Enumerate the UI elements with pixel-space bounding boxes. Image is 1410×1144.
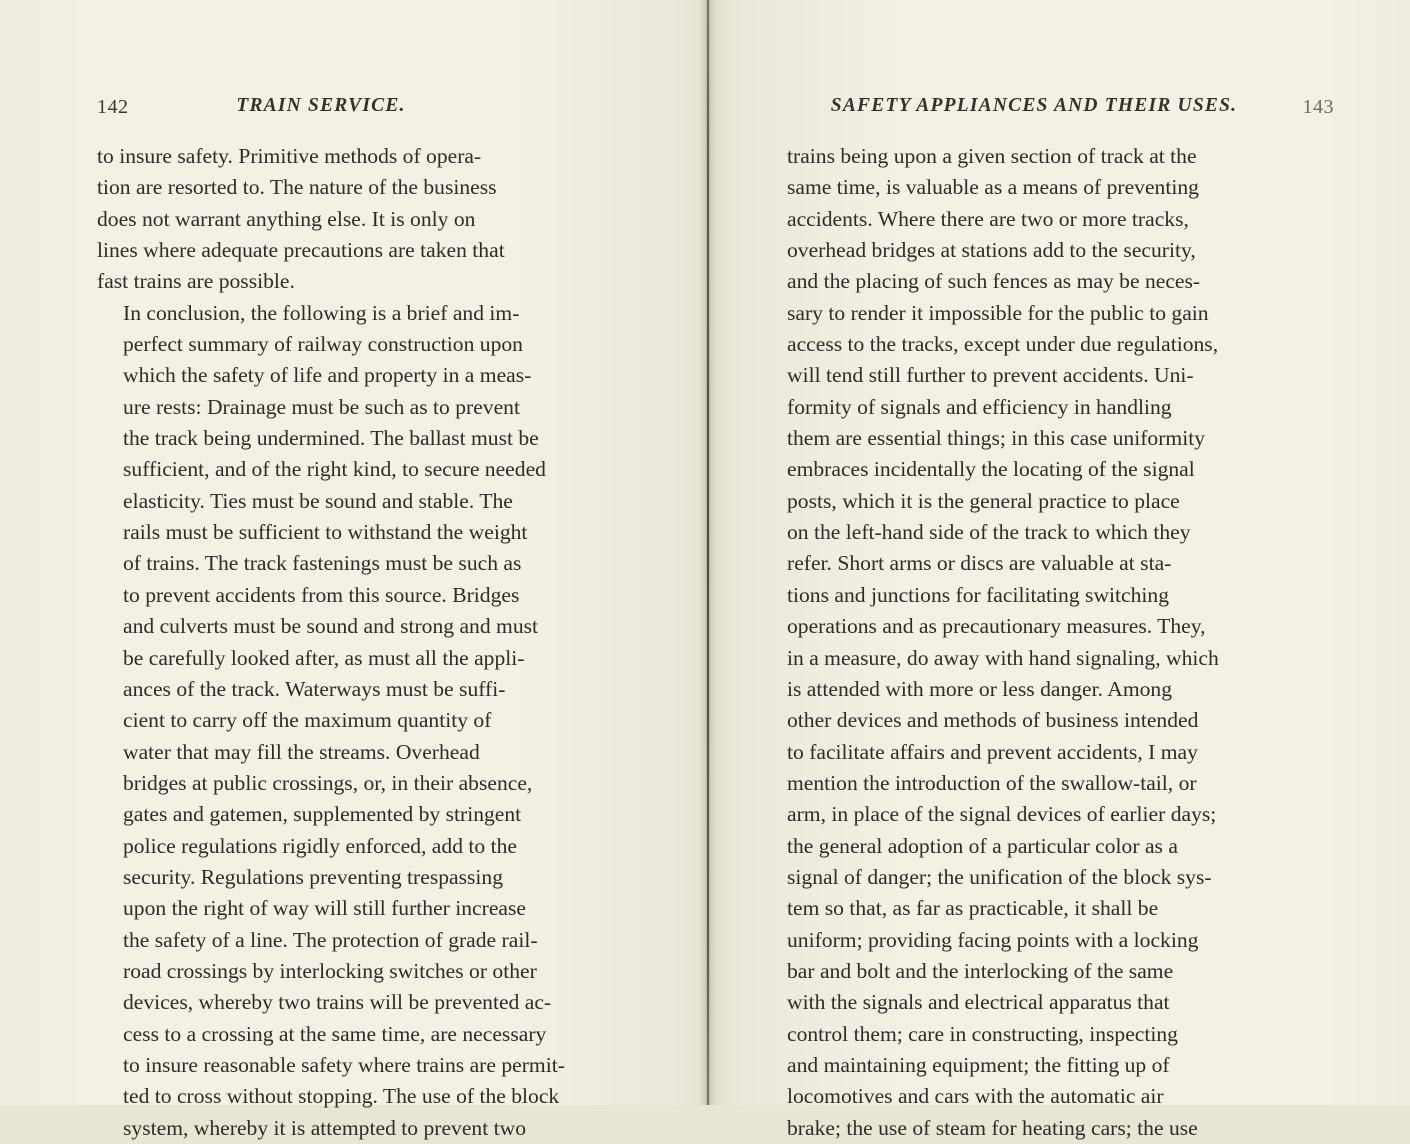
text-line: and culverts must be sound and strong and must bbox=[123, 614, 539, 639]
text-line: gates and gatemen, supplemented by stringent bbox=[123, 802, 522, 827]
text-line: on the left-hand side of the track to which they bbox=[787, 520, 1191, 545]
paragraph bbox=[787, 141, 1311, 1144]
text-line: arm, in place of the signal devices of earlier days; bbox=[787, 802, 1217, 827]
text-line: ure rests: Drainage must be such as to prevent bbox=[123, 394, 520, 419]
text-line: accidents. Where there are two or more tracks, bbox=[787, 206, 1189, 231]
text-line: uniform; providing facing points with a locking bbox=[787, 927, 1199, 952]
text-line: tions and junctions for facilitating switching bbox=[787, 582, 1170, 607]
right-page bbox=[708, 0, 1410, 1140]
text-line: embraces incidentally the locating of the signal bbox=[787, 457, 1195, 482]
text-line: police regulations rigidly enforced, add to the bbox=[123, 833, 517, 858]
text-line: In conclusion, the following is a brief and im- bbox=[123, 300, 520, 325]
text-line: tion are resorted to. The nature of the business bbox=[97, 175, 497, 200]
text-line: in a measure, do away with hand signaling, which bbox=[787, 645, 1219, 670]
text-line: refer. Short arms or discs are valuable at sta- bbox=[787, 551, 1172, 576]
paragraph bbox=[97, 298, 626, 1144]
text-line: bar and bolt and the interlocking of the same bbox=[787, 958, 1174, 983]
text-line: access to the tracks, except under due regulations, bbox=[787, 332, 1219, 357]
text-line: cient to carry off the maximum quantity of bbox=[123, 708, 492, 733]
text-line: the track being undermined. The ballast must be bbox=[123, 426, 539, 451]
text-line: does not warrant anything else. It is only on bbox=[97, 206, 476, 231]
left-page-text-column bbox=[97, 141, 626, 1144]
text-line: system, whereby it is attempted to prevent two bbox=[123, 1115, 526, 1140]
text-line: formity of signals and efficiency in handling bbox=[787, 394, 1172, 419]
text-line: tem so that, as far as practicable, it shall be bbox=[787, 896, 1159, 921]
text-line: bridges at public crossings, or, in their absence, bbox=[123, 770, 533, 795]
text-line: signal of danger; the unification of the block sys- bbox=[787, 864, 1212, 889]
text-line: elasticity. Ties must be sound and stable. The bbox=[123, 488, 513, 513]
text-line: security. Regulations preventing trespassing bbox=[123, 864, 504, 889]
text-line: be carefully looked after, as must all the appli- bbox=[123, 645, 525, 670]
text-line: and the placing of such fences as may be neces- bbox=[787, 269, 1201, 294]
text-line: locomotives and cars with the automatic air bbox=[787, 1084, 1164, 1109]
text-line: them are essential things; in this case uniformity bbox=[787, 426, 1205, 451]
text-line: cess to a crossing at the same time, are necessary bbox=[123, 1021, 547, 1046]
text-line: other devices and methods of business intended bbox=[787, 708, 1199, 733]
text-line: sufficient, and of the right kind, to secure needed bbox=[123, 457, 546, 482]
text-line: upon the right of way will still further increase bbox=[123, 896, 526, 921]
text-line: to prevent accidents from this source. Bridges bbox=[123, 582, 520, 607]
text-line: posts, which it is the general practice to place bbox=[787, 488, 1180, 513]
text-line: same time, is valuable as a means of preventing bbox=[787, 175, 1199, 200]
text-line: perfect summary of railway construction upon bbox=[123, 332, 523, 357]
right-page-running-head: SAFETY APPLIANCES AND THEIR USES. bbox=[830, 95, 1238, 116]
left-page-running-head: TRAIN SERVICE. bbox=[236, 95, 406, 116]
text-line: road crossings by interlocking switches or other bbox=[123, 958, 537, 983]
text-line: overhead bridges at stations add to the security, bbox=[787, 238, 1196, 263]
text-line: lines where adequate precautions are taken that bbox=[97, 238, 505, 263]
text-line: which the safety of life and property in a meas- bbox=[123, 363, 532, 388]
text-line: to insure reasonable safety where trains are permit- bbox=[123, 1052, 565, 1077]
text-line: operations and as precautionary measures. They, bbox=[787, 614, 1206, 639]
text-line: is attended with more or less danger. Among bbox=[787, 676, 1173, 701]
text-line: ted to cross without stopping. The use of the block bbox=[123, 1084, 560, 1109]
text-line: mention the introduction of the swallow-tail, or bbox=[787, 770, 1197, 795]
text-line: sary to render it impossible for the public to gain bbox=[787, 300, 1209, 325]
text-line: the general adoption of a particular color as a bbox=[787, 833, 1178, 858]
text-line: brake; the use of steam for heating cars; the use bbox=[787, 1115, 1198, 1140]
text-line: to facilitate affairs and prevent accidents, I may bbox=[787, 739, 1198, 764]
text-line: fast trains are possible. bbox=[97, 269, 295, 294]
text-line: water that may fill the streams. Overhead bbox=[123, 739, 480, 764]
text-line: rails must be sufficient to withstand the weight bbox=[123, 520, 528, 545]
text-line: devices, whereby two trains will be prevented ac- bbox=[123, 990, 552, 1015]
text-line: ances of the track. Waterways must be suffi- bbox=[123, 676, 506, 701]
right-page-folio: 143 bbox=[1302, 96, 1334, 118]
paragraph bbox=[97, 141, 626, 298]
left-page-folio: 142 bbox=[97, 96, 129, 118]
text-line: trains being upon a given section of track at the bbox=[787, 144, 1197, 168]
text-line: and maintaining equipment; the fitting up of bbox=[787, 1052, 1170, 1077]
text-line: the safety of a line. The protection of grade rail- bbox=[123, 927, 538, 952]
text-line: of trains. The track fastenings must be such as bbox=[123, 551, 522, 576]
text-line: control them; care in constructing, inspecting bbox=[787, 1021, 1178, 1046]
text-line: to insure safety. Primitive methods of opera- bbox=[97, 144, 482, 168]
right-page-text-column bbox=[787, 141, 1311, 1144]
text-line: with the signals and electrical apparatus that bbox=[787, 990, 1170, 1015]
text-line: will tend still further to prevent accidents. Uni- bbox=[787, 363, 1194, 388]
